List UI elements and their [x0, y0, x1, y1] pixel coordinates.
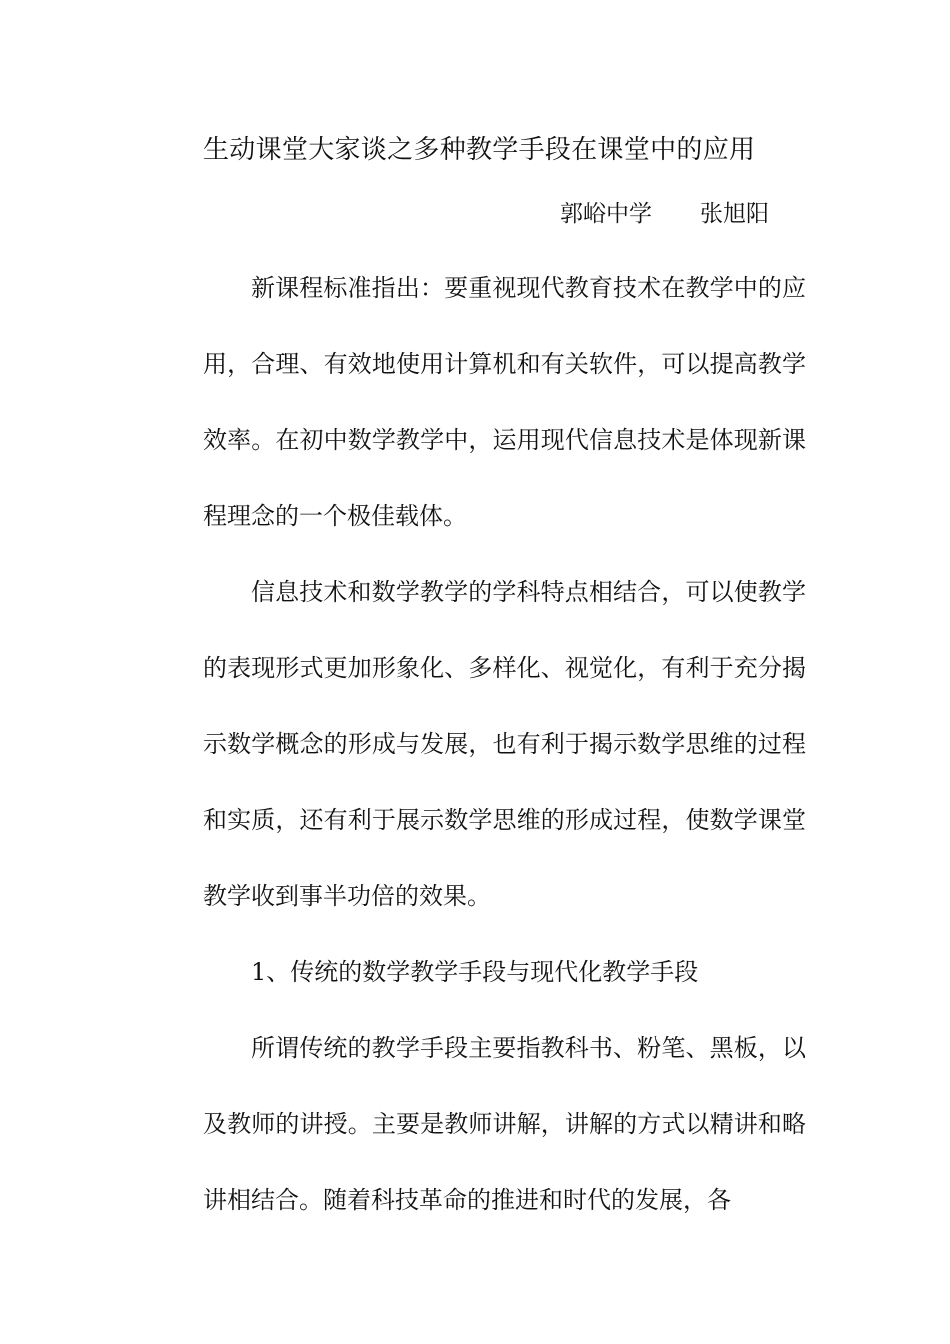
author-name: 张旭阳 [700, 201, 769, 227]
paragraph-it-integration: 信息技术和数学教学的学科特点相结合，可以使教学的表现形式更加形象化、多样化、视觉化，有利于充分揭示数学概念的形成与发展，也有利于揭示数学思维的过程和实质，还有利于展示数学思维的形成过程，使数学课堂教学收到事半功倍的效果。 [203, 578, 806, 910]
paragraph-traditional-methods: 所谓传统的教学手段主要指教科书、粉笔、黑板，以及教师的讲授。主要是教师讲解，讲解的方式以精讲和略讲相结合。随着科技革命的推进和时代的发展，各 [203, 1034, 806, 1214]
document-body [203, 250, 806, 1238]
paragraph-intro: 新课程标准指出：要重视现代教育技术在教学中的应用，合理、有效地使用计算机和有关软件，可以提高教学效率。在初中数学教学中，运用现代信息技术是体现新课程理念的一个极佳载体。 [203, 274, 806, 530]
author-line [560, 196, 805, 232]
section-heading: 1、传统的数学教学手段与现代化教学手段 [251, 958, 699, 986]
author-school: 郭峪中学 [560, 201, 652, 227]
document-title: 生动课堂大家谈之多种教学手段在课堂中的应用 [203, 135, 756, 165]
